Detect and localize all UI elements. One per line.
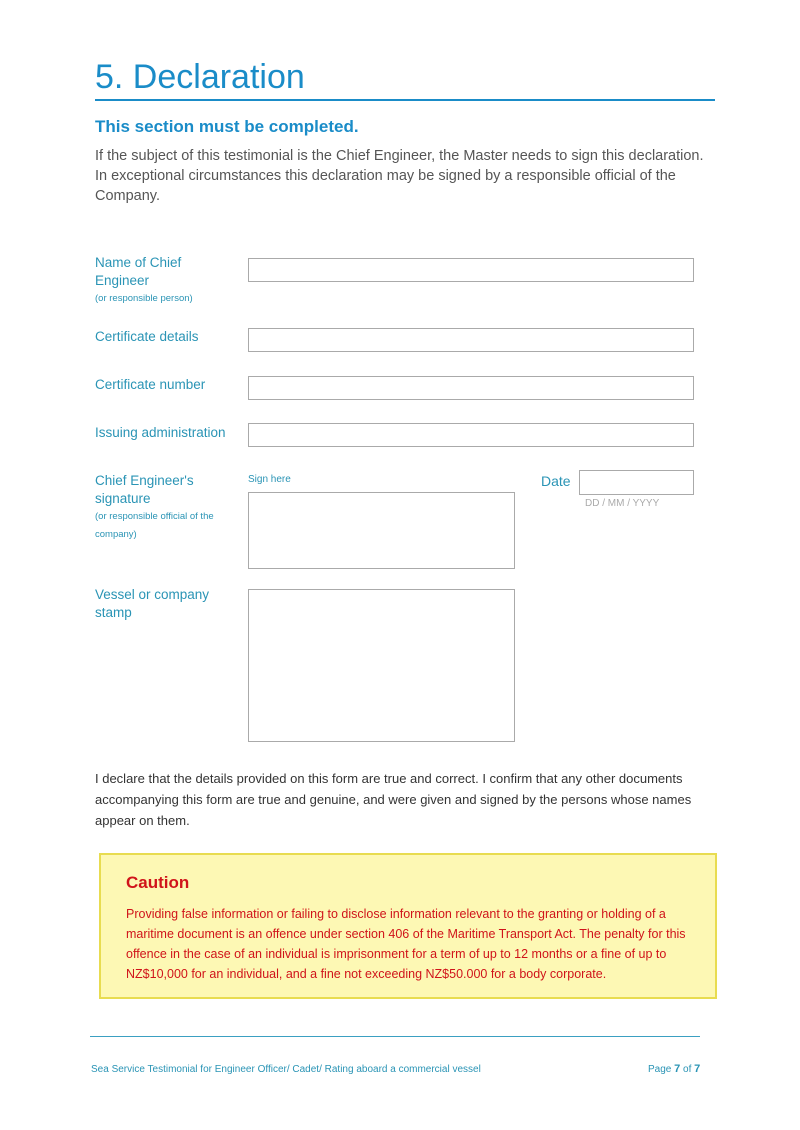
name-label <box>95 254 230 308</box>
date-input[interactable] <box>579 470 694 495</box>
declaration-text: I declare that the details provided on this form are true and correct. I confirm that any other documents accompanying this form are true and genuine, and were given and signed by the persons whose names appear on them. <box>95 771 692 828</box>
signature-box[interactable] <box>248 492 515 569</box>
caution-title: Caution <box>126 873 190 892</box>
signature-label-text: Chief Engineer's signature <box>95 473 194 506</box>
of-word: of <box>683 1064 692 1075</box>
certificate-details-label: Certificate details <box>95 329 199 344</box>
caution-text: Providing false information or failing to disclose information relevant to the granting or holding of a maritime document is an offence under section 406 of the Maritime Transport Act. The penalty for this offence in the case of an individual is imprisonment for a term of up to 12 months or a fine of up to NZ$10,000 for an individual, and a fine not exceeding NZ$50.000 for a body corporate. <box>126 907 686 981</box>
footer-divider <box>90 1036 700 1037</box>
sign-here-hint: Sign here <box>248 474 291 485</box>
name-label-text: Name of Chief Engineer <box>95 255 182 288</box>
name-label-note: (or responsible person) <box>95 293 193 304</box>
section-subheading: This section must be completed. <box>95 117 359 136</box>
stamp-box[interactable] <box>248 589 515 742</box>
total-pages: 7 <box>694 1063 701 1075</box>
date-label: Date <box>541 473 571 489</box>
intro-text: If the subject of this testimonial is the Chief Engineer, the Master needs to sign this declaration. In exceptional circumstances this declaration may be signed by a responsible official of the Company. <box>95 148 704 204</box>
section-title: 5. Declaration <box>95 58 305 96</box>
signature-label-note: (or responsible official of the company) <box>95 511 214 540</box>
current-page: 7 <box>674 1063 681 1075</box>
stamp-label: Vessel or company stamp <box>95 587 210 620</box>
issuing-administration-label: Issuing administration <box>95 425 226 440</box>
certificate-number-label: Certificate number <box>95 377 206 392</box>
name-input[interactable] <box>248 258 694 282</box>
caution-box <box>99 853 717 999</box>
page-number <box>648 1063 700 1075</box>
page-word: Page <box>648 1064 672 1075</box>
certificate-number-input[interactable] <box>248 376 694 400</box>
signature-label <box>95 472 230 544</box>
date-format-hint: DD / MM / YYYY <box>585 498 660 509</box>
title-divider <box>95 99 715 101</box>
issuing-administration-input[interactable] <box>248 423 694 447</box>
footer-doc-title: Sea Service Testimonial for Engineer Officer/ Cadet/ Rating aboard a commercial vessel <box>91 1064 481 1075</box>
certificate-details-input[interactable] <box>248 328 694 352</box>
